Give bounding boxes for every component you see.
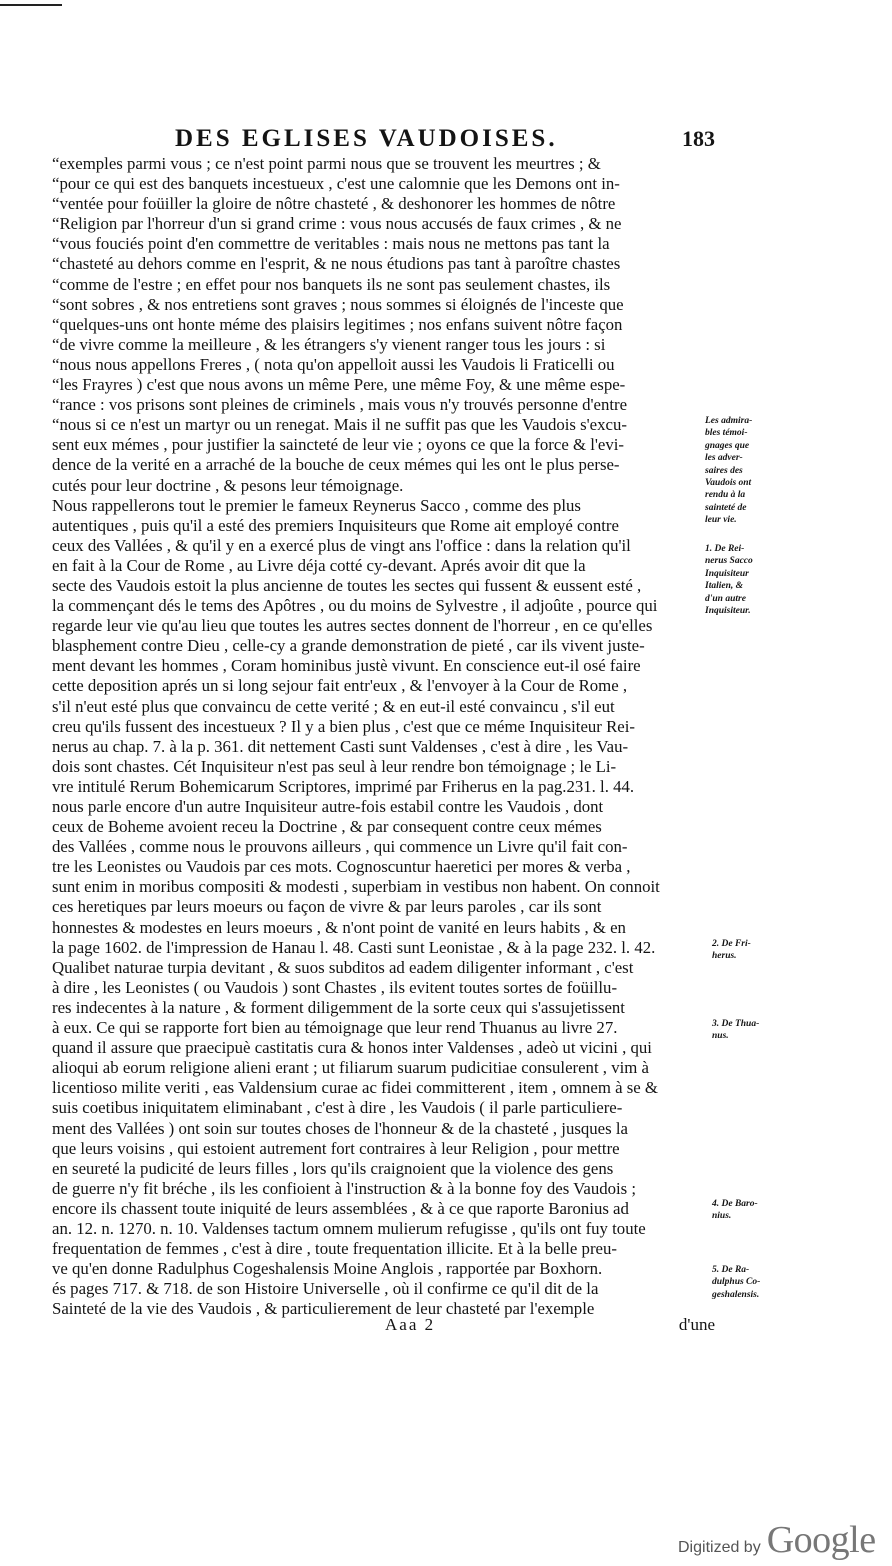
google-logo: Google bbox=[766, 1519, 876, 1561]
margin-note-1 bbox=[705, 415, 785, 527]
margin-line: gnages que bbox=[705, 440, 750, 451]
margin-line: les adver- bbox=[705, 453, 743, 464]
text-line: “sont sobres , & nos entretiens sont graves ; nous sommes si éloignés de l'inceste que bbox=[52, 294, 624, 314]
margin-line: rendu à la bbox=[705, 490, 746, 501]
text-line: cutés pour leur doctrine , & pesons leur témoignage. bbox=[52, 475, 404, 495]
text-line: “rance : vos prisons sont pleines de criminels , mais vous n'y trouvés personne d'entre bbox=[52, 395, 628, 415]
text-line: dence de la verité en a arraché de la bouche de ceux mémes qui les ont le plus perse- bbox=[52, 455, 620, 475]
text-line: alioqui ab eorum religione alieni erant ; ut filiarum suarum pudicitiae consulerent , vim à bbox=[52, 1058, 649, 1078]
margin-line: geshalensis. bbox=[712, 1289, 760, 1300]
text-line: an. 12. n. 1270. n. 10. Valdenses tactum omnem mulierum refugisse , qu'ils ont fuy toute bbox=[52, 1218, 646, 1238]
text-line: des Vallées , comme nous le prouvons ailleurs , qui commence un Livre qu'il fait con- bbox=[52, 837, 628, 857]
text-line: “comme de l'estre ; en effet pour nos banquets ils ne sont pas seulement chastes, ils bbox=[52, 274, 611, 294]
text-line: “ventée pour foüiller la gloire de nôtre chasteté , & deshonorer les hommes de nôtre bbox=[52, 194, 616, 214]
margin-note-6 bbox=[712, 1264, 792, 1301]
text-line: frequentation de femmes , c'est à dire , toute frequentation illicite. Et à la belle preu- bbox=[52, 1239, 617, 1259]
margin-line: Inquisiteur. bbox=[705, 606, 751, 617]
text-line: licentioso milite veriti , eas Valdensium curae ac fidei committerent , item , omnem à se & bbox=[52, 1078, 658, 1098]
text-line: à dire , les Leonistes ( ou Vaudois ) sont Chastes , ils evitent toutes sortes de foüillu- bbox=[52, 977, 618, 997]
text-line: Nous rappellerons tout le premier le fameux Reynerus Sacco , comme des plus bbox=[52, 495, 581, 515]
text-line: ceux de Boheme avoient receu la Doctrine , & par consequent contre ceux mémes bbox=[52, 817, 602, 837]
watermark-prefix: Digitized by bbox=[678, 1539, 761, 1556]
text-line: de guerre n'y fit bréche , ils les confioient à l'instruction & à la bonne foy des Vaudois ; bbox=[52, 1178, 637, 1198]
margin-line: d'un autre bbox=[705, 593, 746, 604]
text-line: la commençant dés le tems des Apôtres , ou du moins de Sylvestre , il adjoûte , pource qui bbox=[52, 596, 658, 616]
margin-line: leur vie. bbox=[705, 515, 737, 526]
page-number: 183 bbox=[682, 126, 715, 151]
text-line: ment des Vallées ) ont soin sur toutes choses de l'honneur & de la chasteté , jusques la bbox=[52, 1118, 628, 1138]
text-line: ces heretiques par leurs moeurs ou façon de vivre & par leurs paroles , car ils sont bbox=[52, 897, 602, 917]
margin-note-4 bbox=[712, 1018, 792, 1043]
margin-line: sainteté de bbox=[705, 502, 747, 513]
margin-line: 4. De Baro- bbox=[712, 1199, 758, 1209]
text-line: “les Frayres ) c'est que nous avons un même Pere, une même Foy, & une même espe- bbox=[52, 375, 626, 395]
text-line: que leurs voisins , qui estoient autrement fort contraires à leur Religion , pour mettre bbox=[52, 1138, 620, 1158]
text-line: “de vivre comme la meilleure , & les étrangers s'y vienent ranger tous les jours : si bbox=[52, 334, 606, 354]
margin-line: nus. bbox=[712, 1031, 729, 1042]
text-line: “nous nous appellons Freres , ( nota qu'on appelloit aussi les Vaudois li Fraticelli ou bbox=[52, 354, 615, 374]
text-line: és pages 717. & 718. de son Histoire Universelle , où il confirme ce qu'il dit de la bbox=[52, 1279, 599, 1299]
text-line: secte des Vaudois estoit la plus ancienne de toutes les sectes qui fussent & eussent esté , bbox=[52, 575, 642, 595]
margin-line: Italien, & bbox=[705, 581, 744, 592]
margin-line: Les admira- bbox=[705, 416, 753, 426]
margin-line: 3. De Thua- bbox=[712, 1019, 760, 1029]
text-line: sent eux mémes , pour justifier la saincteté de leur vie ; oyons ce que la force & l'evi- bbox=[52, 435, 624, 455]
catchword: d'une bbox=[678, 1315, 715, 1334]
text-line: suis coetibus iniquitatem eliminabant , c'est à dire , les Vaudois ( il parle particuliere- bbox=[52, 1098, 623, 1118]
text-line: la page 1602. de l'impression de Hanau l. 48. Casti sunt Leonistae , & à la page 232. l. 42. bbox=[52, 937, 656, 957]
text-line: honnestes & modestes en leurs moeurs , & n'ont point de vanité en leurs habits , & en bbox=[52, 917, 626, 937]
margin-line: 2. De Fri- bbox=[712, 939, 751, 949]
text-line: en fait à la Cour de Rome , au Livre déja cotté cy-devant. Aprés avoir dit que la bbox=[52, 555, 586, 575]
text-line: vre intitulé Rerum Bohemicarum Scriptores, imprimé par Friherus en la pag.231. l. 44. bbox=[52, 776, 635, 796]
text-line: “exemples parmi vous ; ce n'est point parmi nous que se trouvent les meurtres ; & bbox=[52, 154, 601, 173]
header-title: DES EGLISES VAUDOISES. bbox=[175, 125, 558, 152]
margin-line: Inquisiteur bbox=[705, 568, 749, 579]
text-line: Sainteté de la vie des Vaudois , & particulierement de leur chasteté par l'exemple bbox=[52, 1299, 595, 1319]
text-line: “chasteté au dehors comme en l'esprit, & ne nous étudions pas tant à paroître chastes bbox=[52, 254, 621, 274]
text-line: blasphement contre Dieu , celle-cy a grande demonstration de pieté , car ils vivent juste- bbox=[52, 636, 645, 656]
margin-line: nerus Sacco bbox=[705, 556, 753, 567]
text-line: nous parle encore d'un autre Inquisiteur autre-fois estabil contre les Vaudois , dont bbox=[52, 797, 604, 816]
text-line: s'il n'eut esté plus que convaincu de cette verité ; & en eut-il esté convaincu , s'il eut bbox=[52, 696, 615, 716]
text-line: ve qu'en donne Radulphus Cogeshalensis Moine Anglois , rapportée par Boxhorn. bbox=[52, 1259, 603, 1279]
text-line: ment devant les hommes , Coram hominibus justè vivunt. En conscience eut-il osé faire bbox=[52, 656, 641, 676]
margin-note-5 bbox=[712, 1198, 792, 1223]
margin-line: Vaudois ont bbox=[705, 478, 752, 489]
margin-line: bles témoi- bbox=[705, 428, 748, 439]
margin-line: herus. bbox=[712, 951, 737, 962]
text-line: “vous fouciés point d'en commettre de veritables : mais nous ne mettons pas tant la bbox=[52, 234, 610, 254]
margin-line: saires des bbox=[705, 465, 743, 476]
text-line: regarde leur vie qu'au lieu que toutes les autres sectes donnent de l'horreur , en ce qu'elles bbox=[52, 616, 653, 636]
body-text bbox=[52, 154, 712, 1319]
top-rule bbox=[0, 4, 62, 6]
margin-line: 5. De Ra- bbox=[712, 1265, 750, 1275]
signature-mark: Aaa 2 bbox=[385, 1315, 436, 1334]
text-line: nerus au chap. 7. à la p. 361. dit nettement Casti sunt Valdenses , c'est à dire , les Vau- bbox=[52, 736, 629, 756]
margin-note-3 bbox=[712, 938, 792, 963]
digitized-watermark bbox=[678, 1518, 876, 1561]
margin-line: nius. bbox=[712, 1211, 732, 1222]
text-line: “pour ce qui est des banquets incestueux , c'est une calomnie que les Demons ont in- bbox=[52, 174, 620, 194]
text-line: en seureté la pudicité de leurs filles , lors qu'ils craignoient que la violence des gens bbox=[52, 1158, 614, 1178]
text-line: ceux des Vallées , & qu'il y en a exercé plus de vingt ans l'office : dans la relation qu'il bbox=[52, 535, 631, 555]
text-line: autentiques , puis qu'il a esté des premiers Inquisiteurs que Rome ait employé contre bbox=[52, 515, 619, 535]
text-line: dois sont chastes. Cét Inquisiteur n'est pas seul à leur rendre bon témoignage ; le Li- bbox=[52, 756, 617, 776]
page-footer bbox=[385, 1315, 715, 1337]
text-line: creu qu'ils fussent des incestueux ? Il y a bien plus , c'est que ce méme Inquisiteur Rei- bbox=[52, 716, 635, 736]
text-line: encore ils chassent toute iniquité de leurs assemblées , & à ce que raporte Baronius ad bbox=[52, 1198, 629, 1218]
text-line: “quelques-uns ont honte méme des plaisirs legitimes ; nos enfans suivent nôtre façon bbox=[52, 314, 623, 334]
margin-note-2 bbox=[705, 543, 785, 617]
running-header bbox=[175, 124, 715, 154]
text-line: Qualibet naturae turpia devitant , & suos subditos ad eadem diligenter informant , c'est bbox=[52, 957, 634, 977]
margin-line: dulphus Co- bbox=[712, 1277, 761, 1288]
text-line: quand il assure que praecipuè castitatis cura & honos inter Valdenses , adeò ut vicini , qui bbox=[52, 1038, 652, 1058]
margin-line: 1. De Rei- bbox=[705, 544, 745, 554]
text-line: cette deposition aprés un si long sejour fait entr'eux , & l'envoyer à la Cour de Rome , bbox=[52, 676, 628, 696]
text-line: à eux. Ce qui se rapporte fort bien au témoignage que leur rend Thuanus au livre 27. bbox=[52, 1018, 618, 1038]
text-line: res indecentes à la nature , & forment diligemment de la sorte ceux qui s'assujetissent bbox=[52, 997, 625, 1017]
text-line: “Religion par l'horreur d'un si grand crime : vous nous accusés de faux crimes , & ne bbox=[52, 214, 622, 234]
text-line: “nous si ce n'est un martyr ou un renegat. Mais il ne suffit pas que les Vaudois s'excu- bbox=[52, 415, 627, 435]
text-line: sunt enim in moribus compositi & modesti , superbiam in vestibus non habent. On connoit bbox=[52, 877, 660, 897]
text-line: tre les Leonistes ou Vaudois par ces mots. Cognoscuntur haeretici per mores & verba , bbox=[52, 857, 631, 877]
